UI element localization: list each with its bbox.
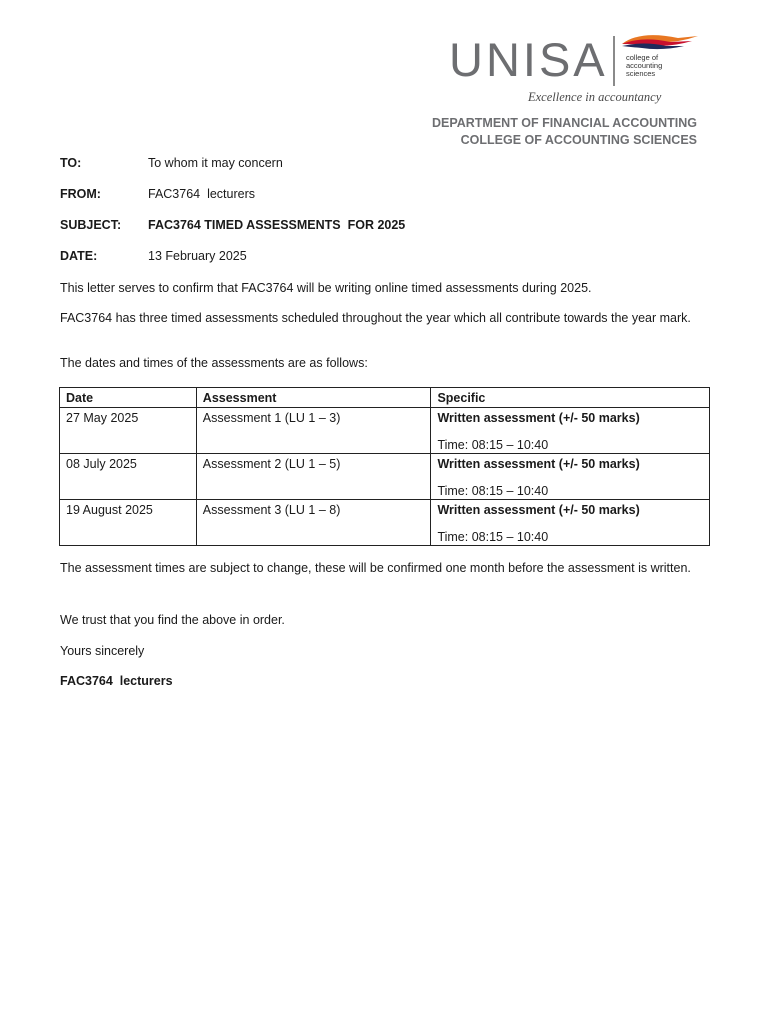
memo-from — [60, 187, 255, 201]
cell-date: 27 May 2025 — [60, 408, 197, 454]
cell-date: 19 August 2025 — [60, 500, 197, 546]
specific-type: Written assessment (+/- 50 marks) — [437, 411, 640, 425]
memo-subject — [60, 218, 405, 232]
college-line: sciences — [626, 69, 656, 78]
date-value: 13 February 2025 — [148, 249, 247, 263]
specific-time: Time: 08:15 – 10:40 — [437, 438, 549, 452]
logo-wordmark: UNISA — [449, 33, 608, 86]
college-name — [626, 54, 686, 78]
to-label: TO: — [60, 156, 82, 170]
specific-time: Time: 08:15 – 10:40 — [437, 530, 549, 544]
cell-specific — [431, 454, 710, 500]
subject-value: FAC3764 TIMED ASSESSMENTS FOR 2025 — [148, 218, 406, 232]
from-value: FAC3764 lecturers — [148, 187, 255, 201]
unisa-logo — [440, 30, 710, 110]
department-line: DEPARTMENT OF FINANCIAL ACCOUNTING — [431, 116, 697, 130]
cell-date: 08 July 2025 — [60, 454, 197, 500]
signature-line: FAC3764 lecturers — [60, 674, 173, 688]
paragraph-assessments: FAC3764 has three timed assessments scheduled throughout the year which all contribute towards the year mark. — [60, 311, 691, 325]
memo-date — [60, 249, 247, 263]
from-label: FROM: — [60, 187, 101, 201]
paragraph-change-notice: The assessment times are subject to change, these will be confirmed one month before the assessment is written. — [60, 561, 691, 575]
specific-type: Written assessment (+/- 50 marks) — [437, 503, 640, 517]
logo-divider — [613, 36, 615, 86]
table-header-row — [60, 388, 710, 408]
college-line: accounting — [626, 61, 663, 70]
paragraph-confirmation: This letter serves to confirm that FAC3764 will be writing online timed assessments during 2025. — [60, 281, 592, 295]
paragraph-closing: Yours sincerely — [60, 644, 145, 658]
paragraph-dates-intro: The dates and times of the assessments are as follows: — [60, 356, 368, 370]
header-specific: Specific — [431, 388, 710, 408]
assessment-schedule-table — [59, 387, 710, 546]
memo-to — [60, 156, 283, 170]
cell-assessment: Assessment 1 (LU 1 – 3) — [196, 408, 431, 454]
date-label: DATE: — [60, 249, 98, 263]
table-row — [60, 454, 710, 500]
header-assessment: Assessment — [196, 388, 431, 408]
specific-time: Time: 08:15 – 10:40 — [437, 484, 549, 498]
subject-label: SUBJECT: — [60, 218, 122, 232]
specific-type: Written assessment (+/- 50 marks) — [437, 457, 640, 471]
paragraph-trust: We trust that you find the above in order. — [60, 613, 285, 627]
table-row — [60, 500, 710, 546]
cell-specific — [431, 500, 710, 546]
college-line: college of — [626, 53, 659, 62]
cell-assessment: Assessment 2 (LU 1 – 5) — [196, 454, 431, 500]
logo-tagline: Excellence in accountancy — [528, 90, 662, 104]
to-value: To whom it may concern — [148, 156, 283, 170]
cell-assessment: Assessment 3 (LU 1 – 8) — [196, 500, 431, 546]
cell-specific — [431, 408, 710, 454]
college-line-header: COLLEGE OF ACCOUNTING SCIENCES — [460, 133, 697, 147]
department-header — [432, 115, 697, 149]
table-row — [60, 408, 710, 454]
header-date: Date — [60, 388, 197, 408]
